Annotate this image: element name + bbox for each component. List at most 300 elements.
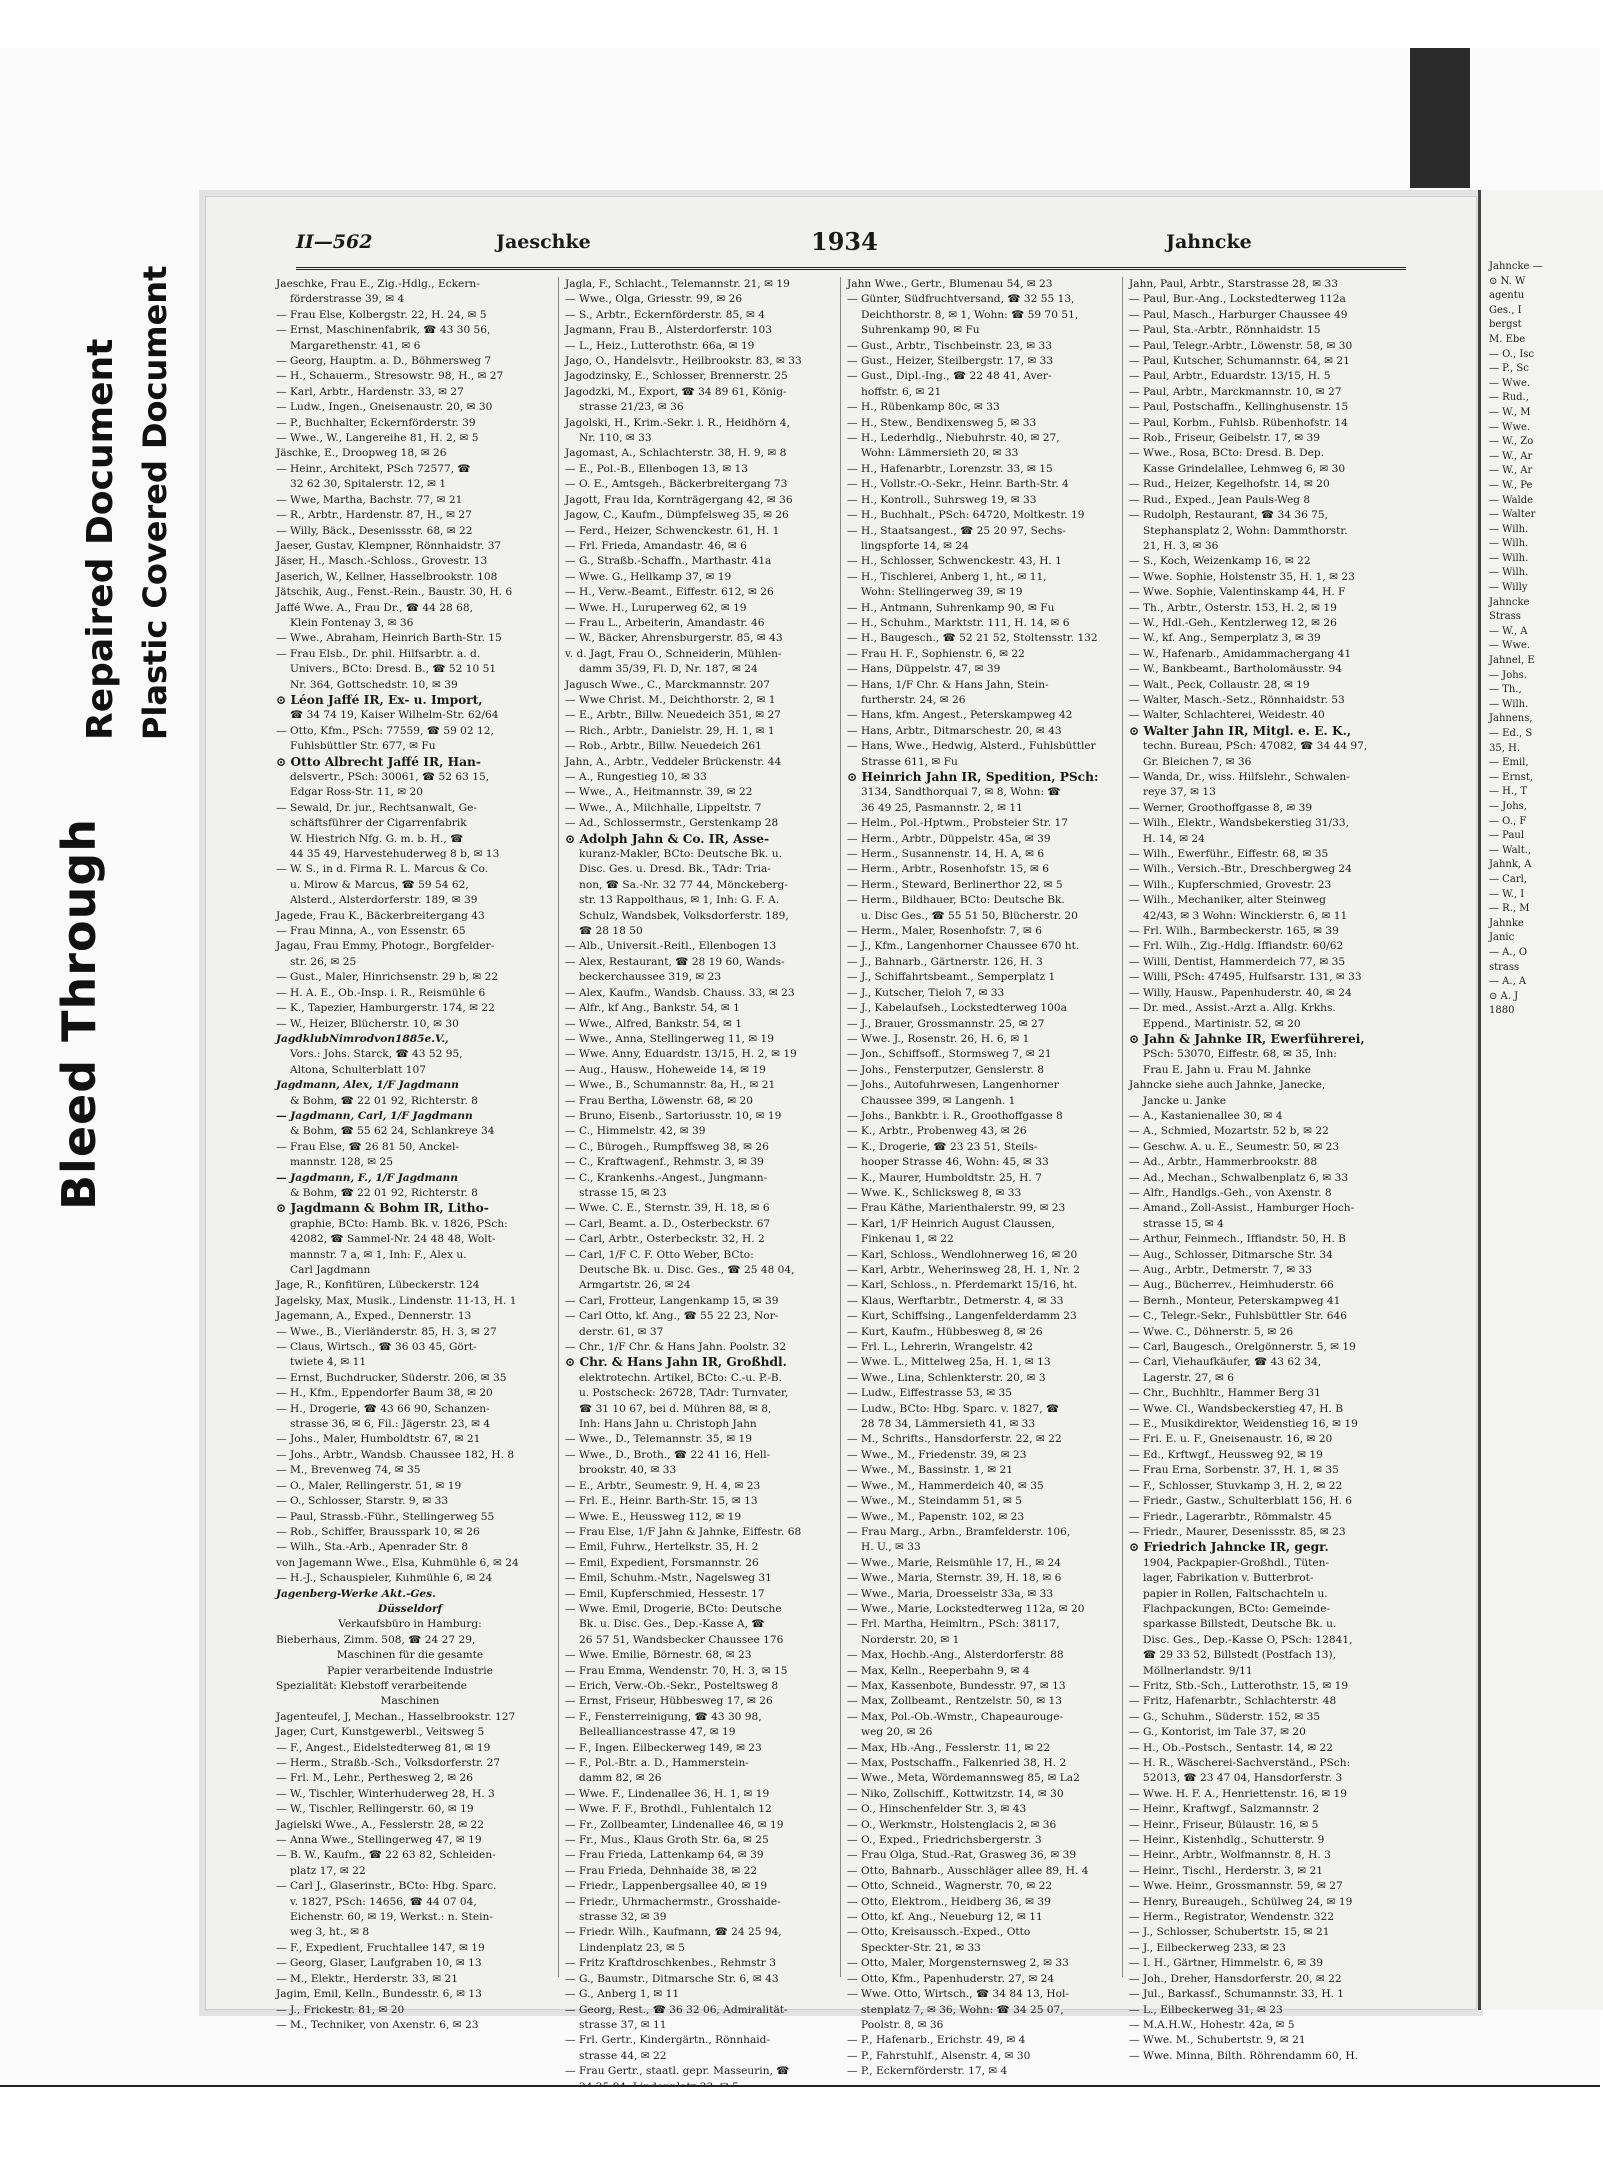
directory-entry: — Frau Gertr., staatl. gepr. Masseurin, ☎	[565, 2065, 790, 2078]
directory-entry: — Frau Else, Kolbergstr. 22, H. 24, ✉ 5	[276, 308, 487, 321]
directory-entry: brookstr. 40, ✉ 33	[579, 1464, 677, 1477]
directory-entry: — Herm., Steward, Berlinerthor 22, ✉ 5	[847, 878, 1063, 891]
directory-entry: — K., Arbtr., Probenweg 43, ✉ 26	[847, 1125, 1027, 1138]
directory-entry: — Frl. Wilh., Barmbeckerstr. 165, ✉ 39	[1129, 925, 1339, 938]
adjacent-entry-fragment: — Johs.	[1489, 669, 1527, 681]
directory-entry: mannstr. 128, ✉ 25	[290, 1156, 394, 1169]
directory-entry: — F., Expedient, Fruchtallee 147, ✉ 19	[276, 1941, 485, 1954]
directory-entry: — Ad., Schlossermstr., Gerstenkamp 28	[565, 817, 779, 830]
adjacent-entry-fragment: — R., M	[1489, 903, 1530, 915]
adjacent-entry-fragment: agentu	[1489, 290, 1525, 302]
adjacent-entry-fragment: — W., A	[1489, 625, 1528, 637]
directory-entry: — A., Rungestieg 10, ✉ 33	[565, 771, 707, 783]
directory-entry: — Emil, Fuhrw., Hertelkstr. 35, H. 2	[565, 1541, 759, 1554]
directory-entry: — E., Musikdirektor, Weidenstieg 16, ✉ 19	[1129, 1418, 1358, 1431]
directory-entry: — Fritz, Hafenarbtr., Schlachterstr. 48	[1129, 1695, 1337, 1708]
scanner-dark-strip	[1410, 48, 1470, 188]
directory-entry: — H., Kfm., Eppendorfer Baum 38, ✉ 20	[276, 1387, 493, 1400]
directory-entry: — Aug., Arbtr., Detmerstr. 7, ✉ 33	[1129, 1264, 1312, 1276]
directory-entry: — Frau L., Arbeiterin, Amandastr. 46	[565, 616, 765, 629]
directory-entry: Fuhlsbüttler Str. 677, ✉ Fu	[290, 740, 436, 753]
directory-entry: — H., Drogerie, ☎ 43 66 90, Schanzen-	[276, 1402, 490, 1415]
directory-entry: Jagodzinsky, E., Schlosser, Brennerstr. 25	[565, 370, 788, 383]
directory-entry: — E., Arbtr., Seumestr. 9, H. 4, ✉ 23	[565, 1479, 761, 1492]
label-bleed-through: Bleed Through	[52, 817, 106, 1210]
directory-entry: — C., Krankenhs.-Angest., Jungmann-	[565, 1171, 768, 1184]
directory-entry: Jagielski Wwe., A., Fesslerstr. 28, ✉ 22	[276, 1818, 484, 1831]
directory-entry: — Paul, Korbm., Fuhlsb. Rübenhofstr. 14	[1129, 416, 1348, 429]
directory-entry: Disc. Ges. u. Dresd. Bk., TAdr: Tria-	[579, 863, 771, 876]
directory-entry: — Otto, Elektrom., Heidberg 36, ✉ 39	[847, 1895, 1051, 1908]
directory-entry: schäftsführer der Cigarrenfabrik	[290, 817, 467, 830]
directory-entry: — Wwe., Rosa, BCto: Dresd. B. Dep.	[1129, 447, 1325, 460]
directory-entry: Jagow, C., Kaufm., Dümpfelsweg 35, ✉ 26	[565, 509, 789, 522]
directory-entry: Frau E. Jahn u. Frau M. Jahnke	[1143, 1063, 1311, 1076]
directory-entry: — J., Kabelaufseh., Lockstedterweg 100a	[847, 1002, 1067, 1015]
directory-entry: — Wwe. Emilie, Börnestr. 68, ✉ 23	[565, 1649, 752, 1662]
directory-entry: — Paul, Telegr.-Arbtr., Löwenstr. 58, ✉ 30	[1129, 339, 1353, 352]
directory-entry: — Fri. E. u. F., Gneisenaustr. 16, ✉ 20	[1129, 1433, 1333, 1446]
directory-entry: — Joh., Dreher, Hansdorferstr. 20, ✉ 22	[1129, 1972, 1342, 1985]
directory-entry: — Paul, Arbtr., Eduardstr. 13/15, H. 5	[1129, 370, 1331, 383]
directory-entry: — Wwe. Heinr., Grossmannstr. 59, ✉ 27	[1129, 1880, 1343, 1893]
directory-entry: — Wwe., D., Telemannstr. 35, ✉ 19	[565, 1433, 752, 1446]
firm-entry: ⊙ Jahn & Jahnke IR, Ewerführerei,	[1129, 1031, 1365, 1046]
adjacent-entry-fragment: — H., T	[1489, 786, 1528, 798]
directory-entry: — Chr., 1/F Chr. & Hans Jahn. Poolstr. 32	[565, 1341, 787, 1354]
directory-entry: — H., Baugesch., ☎ 52 21 52, Stoltensstr. 132	[847, 632, 1098, 645]
adjacent-entry-fragment: — Wilh.	[1489, 538, 1529, 550]
directory-entry: — Heinr., Friseur, Bülaustr. 16, ✉ 5	[1129, 1818, 1319, 1831]
directory-entry: — Johs., Arbtr., Wandsb. Chaussee 182, H. 8	[276, 1448, 515, 1461]
directory-entry: — Rudolph, Restaurant, ☎ 34 36 75,	[1129, 509, 1329, 522]
directory-entry: strasse 37, ✉ 11	[579, 2018, 667, 2031]
directory-entry: delsvertr., PSch: 30061, ☎ 52 63 15,	[290, 771, 490, 783]
directory-entry: — O., Maler, Rellingerstr. 51, ✉ 19	[276, 1479, 462, 1492]
directory-entry: — H., Tischlerei, Anberg 1, ht., ✉ 11,	[847, 570, 1047, 583]
directory-entry: Jaffé Wwe. A., Frau Dr., ☎ 44 28 68,	[276, 601, 473, 614]
directory-entry: — Wilh., Ewerführ., Eiffestr. 68, ✉ 35	[1129, 848, 1329, 861]
directory-entry: — Bernh., Monteur, Peterskampweg 41	[1129, 1294, 1341, 1307]
adjacent-entry-fragment: Jahncke	[1489, 596, 1530, 608]
directory-entry: Norderstr. 20, ✉ 1	[861, 1633, 960, 1646]
directory-entry: 3134, Sandthorquai 7, ✉ 8, Wohn: ☎	[861, 786, 1061, 799]
adjacent-entry-fragment: Jahnk, A	[1489, 859, 1532, 871]
directory-entry: — Herm., Arbtr., Düppelstr. 45a, ✉ 39	[847, 832, 1051, 845]
directory-entry: — A., Schmied, Mozartstr. 52 b, ✉ 22	[1129, 1125, 1329, 1138]
header-last-keyword: Jahncke	[1166, 231, 1252, 253]
directory-entry: platz 17, ✉ 22	[290, 1864, 366, 1877]
directory-entry: — E., Arbtr., Billw. Neuedeich 351, ✉ 27	[565, 709, 781, 722]
directory-entry: — J., Brauer, Grossmannstr. 25, ✉ 27	[847, 1017, 1045, 1030]
directory-entry: Bieberhaus, Zimm. 508, ☎ 24 27 29,	[276, 1633, 476, 1646]
directory-entry: förderstrasse 39, ✉ 4	[290, 293, 405, 306]
directory-entry: — Frau Frieda, Dehnhaide 38, ✉ 22	[565, 1864, 758, 1877]
adjacent-page-column	[1489, 260, 1601, 1960]
directory-entry: str. 26, ✉ 25	[290, 955, 357, 968]
directory-entry: — Karl, Arbtr., Hardenstr. 33, ✉ 27	[276, 385, 464, 398]
directory-entry: — Frau Minna, A., von Essenstr. 65	[276, 925, 466, 938]
directory-entry: — Wwe., Alfred, Bankstr. 54, ✉ 1	[565, 1017, 742, 1030]
directory-entry: Deichthorstr. 8, ✉ 1, Wohn: ☎ 59 70 51,	[861, 308, 1079, 321]
directory-entry: Margarethenstr. 41, ✉ 6	[290, 339, 421, 352]
directory-entry: strasse 44, ✉ 22	[579, 2049, 667, 2062]
directory-entry: — H., Stew., Bendixensweg 5, ✉ 33	[847, 416, 1037, 429]
directory-column-3	[840, 277, 1115, 2078]
directory-entry: — W., Bankbeamt., Bartholomäusstr. 94	[1129, 663, 1343, 676]
directory-entry: 42082, ☎ Sammel-Nr. 24 48 48, Wolt-	[290, 1233, 496, 1246]
directory-entry: — Otto, kf. Ang., Neueburg 12, ✉ 11	[847, 1911, 1043, 1924]
directory-entry: — Bruno, Eisenb., Sartoriusstr. 10, ✉ 19	[565, 1109, 782, 1122]
directory-entry: — Rud., Heizer, Kegelhofstr. 14, ✉ 20	[1129, 478, 1330, 491]
directory-entry: JagdklubNimrodvon1885e.V.,	[276, 1032, 449, 1045]
directory-entry: Jaeschke, Frau E., Zig.-Hdlg., Eckern-	[276, 278, 480, 290]
directory-entry: — H., Ob.-Postsch., Sentastr. 14, ✉ 22	[1129, 1741, 1333, 1754]
directory-entry: — Fritz, Stb.-Sch., Lutterothstr. 15, ✉ 19	[1129, 1679, 1349, 1692]
directory-entry: Carl Jagdmann	[290, 1264, 371, 1276]
directory-entry: Papier verarbeitende Industrie	[327, 1664, 493, 1677]
directory-entry: — Heinr., Tischl., Herderstr. 3, ✉ 21	[1129, 1864, 1324, 1877]
directory-entry: — Rob., Arbtr., Billw. Neuedeich 261	[565, 740, 762, 753]
directory-entry: — Heinr., Architekt, PSch 72577, ☎	[276, 462, 471, 475]
directory-entry: — Willy, Bäck., Desenissstr. 68, ✉ 22	[276, 524, 473, 537]
directory-entry: Kasse Grindelallee, Lehmweg 6, ✉ 30	[1143, 462, 1346, 475]
directory-entry: — Frau Erna, Sorbenstr. 37, H. 1, ✉ 35	[1129, 1464, 1339, 1477]
directory-entry: — Frau Käthe, Marienthalerstr. 99, ✉ 23	[847, 1202, 1066, 1215]
directory-entry: Jancke u. Janke	[1143, 1094, 1227, 1107]
directory-entry: Edgar Ross-Str. 11, ✉ 20	[290, 786, 423, 799]
directory-entry: — Paul, Sta.-Arbtr., Rönnhaidstr. 15	[1129, 324, 1321, 337]
directory-entry: — Wwe. M., Schubertstr. 9, ✉ 21	[1129, 2034, 1306, 2047]
directory-entry: — Rich., Arbtr., Danielstr. 29, H. 1, ✉ 1	[565, 724, 775, 737]
directory-entry: Jagusch Wwe., C., Marckmannstr. 207	[565, 678, 771, 691]
directory-entry: — Wwe., Maria, Sternstr. 39, H. 18, ✉ 6	[847, 1572, 1062, 1585]
directory-entry: Speckter-Str. 21, ✉ 33	[861, 1941, 981, 1954]
adjacent-entry-fragment: Jahnel, E	[1489, 655, 1535, 667]
firm-entry: ⊙ Friedrich Jahncke IR, gegr.	[1129, 1540, 1329, 1555]
directory-entry: — H., Verw.-Beamt., Eiffestr. 612, ✉ 26	[565, 586, 774, 599]
directory-entry: — H., Kontroll., Suhrsweg 19, ✉ 33	[847, 493, 1037, 506]
directory-entry: — Wwe. L., Mittelweg 25a, H. 1, ✉ 13	[847, 1356, 1051, 1369]
adjacent-entry-fragment: — Johs,	[1489, 800, 1527, 812]
directory-entry: — Willi, PSch: 47495, Hulfsarstr. 131, ✉ 33	[1129, 971, 1362, 984]
adjacent-entry-fragment: — Wwe.	[1489, 421, 1531, 433]
directory-entry: Jätschik, Aug., Fenst.-Rein., Baustr. 30, H. 6	[276, 586, 513, 599]
firm-entry: ⊙ Jagdmann & Bohm IR, Litho-	[276, 1201, 489, 1216]
directory-entry: 36 49 25, Pasmannstr. 2, ✉ 11	[861, 801, 1023, 814]
directory-entry: — Ferd., Heizer, Schwenckestr. 61, H. 1	[565, 524, 780, 537]
directory-entry: — Frl. Martha, Heimltrn., PSch: 38117,	[847, 1618, 1060, 1631]
directory-entry: Bellealliancestrasse 47, ✉ 19	[579, 1726, 736, 1739]
directory-page	[205, 196, 1477, 2078]
directory-entry: — Wwe. Cl., Wandsbeckerstieg 47, H. B	[1129, 1402, 1344, 1415]
directory-entry: — Werner, Groothoffgasse 8, ✉ 39	[1129, 801, 1313, 814]
directory-entry: — Wilh., Kupferschmied, Grovestr. 23	[1129, 878, 1332, 891]
directory-entry: — O., Exped., Friedrichsbergerstr. 3	[847, 1834, 1042, 1847]
directory-entry: Lindenplatz 23, ✉ 5	[579, 1941, 686, 1954]
directory-entry: — Otto, Kfm., PSch: 77559, ☎ 59 02 12,	[276, 724, 494, 737]
directory-entry: — Max, Pol.-Ob.-Wmstr., Chapeaurouge-	[847, 1710, 1064, 1723]
directory-column-2	[558, 277, 833, 2078]
directory-entry: — L., Heiz., Lutterothstr. 66a, ✉ 19	[565, 339, 755, 352]
directory-entry: — H., Schlosser, Schwenckestr. 43, H. 1	[847, 555, 1062, 568]
directory-entry: — E., Pol.-B., Ellenbogen 13, ✉ 13	[565, 462, 749, 475]
directory-entry: — Ludw., Eiffestrasse 53, ✉ 35	[847, 1387, 1012, 1400]
directory-entry: Suhrenkamp 90, ✉ Fu	[861, 324, 980, 337]
directory-entry: Spezialität: Klebstoff verarbeitende	[276, 1679, 467, 1692]
directory-entry: — Rob., Friseur, Geibelstr. 17, ✉ 39	[1129, 432, 1320, 445]
directory-entry: — Alb., Universit.-Reitl., Ellenbogen 13	[565, 940, 777, 953]
directory-entry: sparkasse Billstedt, Deutsche Bk. u.	[1143, 1618, 1337, 1631]
directory-entry: — Karl, 1/F Heinrich August Claussen,	[847, 1217, 1055, 1230]
directory-entry: — W., Heizer, Blücherstr. 10, ✉ 30	[276, 1017, 459, 1030]
directory-entry: — W., Tischler, Rellingerstr. 60, ✉ 19	[276, 1803, 474, 1816]
directory-entry: — P., Fahrstuhlf., Alsenstr. 4, ✉ 30	[847, 2049, 1031, 2062]
adjacent-entry-fragment: 35, H.	[1489, 742, 1520, 754]
directory-entry: u. Mirow & Marcus, ☎ 59 54 62,	[290, 878, 469, 891]
directory-entry: — Aug., Hausw., Hoheweide 14, ✉ 19	[565, 1063, 766, 1076]
directory-entry: Jager, Curt, Kunstgewerbl., Veitsweg 5	[276, 1726, 485, 1739]
directory-entry: — F., Angest., Eidelstedterweg 81, ✉ 19	[276, 1741, 491, 1754]
directory-entry: — H., Staatsangest., ☎ 25 20 97, Sechs-	[847, 524, 1066, 537]
directory-entry: — Willy, Hausw., Papenhuderstr. 40, ✉ 24	[1129, 986, 1352, 999]
directory-entry: — Frau H. F., Sophienstr. 6, ✉ 22	[847, 647, 1025, 660]
directory-entry: Jagolski, H., Krim.-Sekr. i. R., Heidhörn 4,	[565, 416, 790, 429]
directory-entry: Flachpackungen, BCto: Gemeinde-	[1143, 1602, 1331, 1615]
directory-entry: — Carl, Beamt. a. D., Osterbeckstr. 67	[565, 1217, 771, 1230]
directory-entry: Jagau, Frau Emmy, Photogr., Borgfelder-	[276, 940, 495, 953]
directory-entry: — Heinr., Kistenhdlg., Schutterstr. 9	[1129, 1834, 1325, 1847]
directory-entry: — Wwe., Olga, Griesstr. 99, ✉ 26	[565, 293, 743, 306]
directory-entry: Jahn Wwe., Gertr., Blumenau 54, ✉ 23	[847, 278, 1053, 290]
directory-entry: strasse 36, ✉ 6, Fil.: Jägerstr. 23, ✉ 4	[290, 1418, 491, 1431]
directory-entry: — Kurt, Kaufm., Hübbesweg 8, ✉ 26	[847, 1325, 1043, 1338]
directory-entry: Jahn, A., Arbtr., Veddeler Brückenstr. 44	[565, 755, 782, 768]
directory-entry: — M., Brevenweg 74, ✉ 35	[276, 1464, 421, 1477]
directory-entry: Jagmann, Frau B., Alsterdorferstr. 103	[565, 324, 772, 337]
directory-entry: — Sewald, Dr. jur., Rechtsanwalt, Ge-	[276, 801, 477, 814]
directory-entry: — K., Drogerie, ☎ 23 23 51, Steils-	[847, 1140, 1038, 1153]
directory-entry: W. Hiestrich Nfg. G. m. b. H., ☎	[290, 832, 464, 845]
directory-entry: — Wwe. Sophie, Holstenstr 35, H. 1, ✉ 23	[1129, 570, 1355, 583]
adjacent-entry-fragment: — Ed., S	[1489, 728, 1533, 739]
directory-entry: — Frl. Wilh., Zig.-Hdlg. Iffiandstr. 60/62	[1129, 940, 1344, 953]
adjacent-entry-fragment: — Walde	[1489, 494, 1534, 506]
directory-entry: — J., Schiffahrtsbeamt., Semperplatz 1	[847, 971, 1056, 984]
directory-entry: — Herm., Susannenstr. 14, H. A, ✉ 6	[847, 848, 1045, 861]
directory-entry: — Wwe. Emil, Drogerie, BCto: Deutsche	[565, 1602, 782, 1615]
scanner-margin-bottom	[0, 2085, 1600, 2179]
directory-entry: Jagodzki, M., Export, ☎ 34 89 61, König-	[565, 385, 787, 398]
adjacent-entry-fragment: — Th.,	[1489, 684, 1522, 696]
directory-entry: twiete 4, ✉ 11	[290, 1356, 367, 1369]
directory-entry: — Friedr., Gastw., Schulterblatt 156, H. 6	[1129, 1495, 1353, 1508]
directory-entry: — Frl. L., Lehrerin, Wrangelstr. 42	[847, 1341, 1033, 1354]
adjacent-entry-fragment: Ges., I	[1489, 304, 1522, 316]
directory-entry: — Herm., Straßb.-Sch., Volksdorferstr. 27	[276, 1757, 501, 1769]
directory-entry: — Hans, Wwe., Hedwig, Alsterd., Fuhlsbüttler	[847, 740, 1096, 753]
directory-entry: — H.-J., Schauspieler, Kuhmühle 6, ✉ 24	[276, 1572, 493, 1585]
directory-entry: — Claus, Wirtsch., ☎ 36 03 45, Gört-	[276, 1341, 477, 1354]
directory-entry: — Walt., Peck, Collaustr. 28, ✉ 19	[1129, 678, 1310, 691]
directory-entry: — Max, Kassenbote, Bundesstr. 97, ✉ 13	[847, 1679, 1066, 1692]
adjacent-entry-fragment: Jahncke —	[1489, 261, 1543, 272]
directory-entry: — I. H., Gärtner, Himmelstr. 6, ✉ 39	[1129, 1957, 1323, 1970]
directory-entry: — H., Schauerm., Stresowstr. 98, H., ✉ 27	[276, 370, 504, 383]
directory-entry: Strasse 611, ✉ Fu	[861, 755, 958, 768]
directory-entry: — Max, Hochb.-Ang., Alsterdorferstr. 88	[847, 1649, 1064, 1662]
directory-entry: — J., Frickestr. 81, ✉ 20	[276, 2003, 405, 2016]
directory-entry: Lagerstr. 27, ✉ 6	[1143, 1371, 1234, 1384]
directory-entry: str. 13 Rappolthaus, ✉ 1, Inh: G. F. A.	[579, 894, 780, 907]
directory-entry: — Max, Kelln., Reeperbahn 9, ✉ 4	[847, 1664, 1030, 1677]
directory-entry: — P., Eckernförderstr. 17, ✉ 4	[847, 2065, 1008, 2078]
directory-entry: Verkaufsbüro in Hamburg:	[338, 1618, 482, 1631]
directory-entry: — H., Hafenarbtr., Lorenzstr. 33, ✉ 15	[847, 462, 1053, 475]
directory-entry: v. 1827, PSch: 14656, ☎ 44 07 04,	[290, 1895, 477, 1908]
directory-entry: Jagede, Frau K., Bäckerbreitergang 43	[276, 909, 485, 922]
directory-entry: — Wwe., D., Broth., ☎ 22 41 16, Hell-	[565, 1448, 771, 1461]
directory-entry: — Wwe., Marie, Lockstedterweg 112a, ✉ 20	[847, 1602, 1085, 1615]
directory-entry: — C., Himmelstr. 42, ✉ 39	[565, 1125, 706, 1138]
directory-entry: — Wwe., A., Heitmannstr. 39, ✉ 22	[565, 786, 753, 799]
directory-entry: — Wwe. Minna, Bilth. Röhrendamm 60, H.	[1129, 2049, 1358, 2062]
directory-entry: — Paul, Arbtr., Marckmannstr. 10, ✉ 27	[1129, 385, 1342, 398]
directory-entry: — Georg, Rest., ☎ 36 32 06, Admiralität-	[565, 2003, 788, 2016]
directory-entry: damm 35/39, Fl. D, Nr. 187, ✉ 24	[579, 663, 758, 676]
adjacent-entry-fragment: bergst	[1489, 319, 1522, 331]
directory-entry: — Wwe. F. F., Brothdl., Fuhlentalch 12	[565, 1803, 772, 1816]
directory-entry: — M., Techniker, von Axenstr. 6, ✉ 23	[276, 2018, 479, 2031]
directory-entry: — W., Tischler, Winterhuderweg 28, H. 3	[276, 1787, 495, 1800]
directory-entry: — H., Vollstr.-O.-Sekr., Heinr. Barth-Str. 4	[847, 478, 1069, 491]
adjacent-entry-fragment: — W., Zo	[1489, 436, 1534, 448]
directory-entry: — H., Rübenkamp 80c, ✉ 33	[847, 401, 1000, 414]
directory-entry: — Wwe., B., Vierländerstr. 85, H. 3, ✉ 27	[276, 1325, 497, 1338]
directory-entry: — O., Werkmstr., Holstenglacis 2, ✉ 36	[847, 1818, 1057, 1831]
directory-entry: — Frau Olga, Stud.-Rat, Grasweg 36, ✉ 39	[847, 1849, 1077, 1862]
directory-entry: u. Postscheck: 26728, TAdr: Turnvater,	[579, 1387, 789, 1400]
directory-entry: Vors.: Johs. Starck, ☎ 43 52 95,	[290, 1048, 463, 1061]
adjacent-entry-fragment: Jahnke	[1489, 917, 1524, 929]
directory-entry: — Wilh., Mechaniker, alter Steinweg	[1129, 894, 1326, 907]
firm-entry: ⊙ Chr. & Hans Jahn IR, Großhdl.	[565, 1355, 787, 1370]
directory-entry: lingspforte 14, ✉ 24	[861, 539, 969, 552]
directory-entry: kuranz-Makler, BCto: Deutsche Bk. u.	[579, 848, 782, 861]
directory-entry: — O. E., Amtsgeh., Bäckerbreitergang 73	[565, 478, 788, 491]
directory-entry: — Wwe. Sophie, Valentinskamp 44, H. F	[1129, 586, 1346, 599]
directory-entry: — Frl. Gertr., Kindergärtn., Rönnhaid-	[565, 2034, 771, 2047]
directory-entry: — Paul, Postschaffn., Kellinghusenstr. 15	[1129, 401, 1349, 414]
directory-entry: graphie, BCto: Hamb. Bk. v. 1826, PSch:	[290, 1217, 508, 1230]
directory-entry: — Wwe., Abraham, Heinrich Barth-Str. 15	[276, 632, 502, 645]
adjacent-entry-fragment: — A., O	[1489, 946, 1528, 958]
directory-entry: — Wwe. E., Heussweg 112, ✉ 19	[565, 1510, 742, 1523]
directory-entry: — Friedr. Wilh., Kaufmann, ☎ 24 25 94,	[565, 1926, 782, 1939]
directory-entry: — Johs., Fensterputzer, Genslerstr. 8	[847, 1063, 1044, 1076]
directory-entry: — Johs., Autofuhrwesen, Langenhorner	[847, 1079, 1059, 1092]
directory-entry: strasse 32, ✉ 39	[579, 1911, 667, 1924]
directory-entry: Jäschke, E., Droopweg 18, ✉ 26	[276, 447, 447, 460]
scanner-margin-top	[0, 0, 1600, 48]
directory-entry: — O., Hinschenfelder Str. 3, ✉ 43	[847, 1803, 1027, 1816]
adjacent-entry-fragment: Jahnens,	[1489, 713, 1533, 725]
directory-entry: — K., Tapezier, Hamburgerstr. 174, ✉ 22	[276, 1002, 495, 1015]
directory-entry: — H., Buchhalt., PSch: 64720, Moltkestr. 19	[847, 509, 1085, 522]
directory-entry: — Alfr., Handlgs.-Geh., von Axenstr. 8	[1129, 1186, 1332, 1199]
adjacent-entry-fragment: — W., I	[1489, 888, 1525, 900]
directory-entry: — Wwe., Maria, Droesselstr 33a, ✉ 33	[847, 1587, 1054, 1600]
directory-entry: — P., Hafenarb., Erichstr. 49, ✉ 4	[847, 2034, 1026, 2047]
directory-entry: — Heinr., Kraftwgf., Salzmannstr. 2	[1129, 1803, 1320, 1816]
directory-column-4	[1122, 277, 1397, 2062]
directory-entry: Jagomast, A., Schlachterstr. 38, H. 9, ✉ 8	[565, 447, 787, 460]
adjacent-entry-fragment: Janic	[1489, 932, 1515, 944]
directory-entry: — Gust., Arbtr., Tischbeinstr. 23, ✉ 33	[847, 339, 1052, 352]
directory-entry: Chaussee 399, ✉ Langenh. 1	[861, 1094, 1016, 1107]
directory-entry: — Carl Otto, kf. Ang., ☎ 55 22 23, Nor-	[565, 1310, 779, 1323]
directory-entry: — Carl, Baugesch., Orelgönnerstr. 5, ✉ 19	[1129, 1341, 1356, 1354]
directory-entry: papier in Rollen, Faltschachteln u.	[1143, 1587, 1328, 1600]
directory-columns	[276, 277, 1406, 2078]
directory-entry: — Aug., Bücherrev., Heimhuderstr. 66	[1129, 1279, 1334, 1292]
adjacent-entry-fragment: — Willy	[1489, 582, 1528, 594]
directory-entry: u. Disc Ges., ☎ 55 51 50, Blücherstr. 20	[861, 909, 1078, 922]
directory-entry: Düsseldorf	[377, 1602, 443, 1615]
directory-entry: — Frau Bertha, Löwenstr. 68, ✉ 20	[565, 1094, 753, 1107]
directory-entry: Jaserich, W., Kellner, Hasselbrookstr. 108	[276, 570, 498, 583]
directory-entry: — Frl. M., Lehr., Perthesweg 2, ✉ 26	[276, 1772, 474, 1785]
directory-entry: — Emil, Expedient, Forsmannstr. 26	[565, 1556, 759, 1569]
directory-entry: — Paul, Kutscher, Schumannstr. 64, ✉ 21	[1129, 355, 1350, 368]
directory-entry: Poolstr. 8, ✉ 36	[861, 2018, 944, 2031]
directory-entry: — Walter, Masch.-Setz., Rönnhaidstr. 53	[1129, 693, 1345, 706]
adjacent-entry-fragment: — O., Isc	[1489, 348, 1535, 360]
directory-entry: — H., Antmann, Suhrenkamp 90, ✉ Fu	[847, 601, 1055, 614]
directory-entry: — Wwe., M., Papenstr. 102, ✉ 23	[847, 1510, 1025, 1523]
directory-entry: — Jon., Schiffsoff., Stormsweg 7, ✉ 21	[847, 1048, 1052, 1061]
directory-entry: reye 37, ✉ 13	[1143, 786, 1216, 799]
directory-entry: — M., Elektr., Herderstr. 33, ✉ 21	[276, 1972, 458, 1985]
directory-entry: Gr. Bleichen 7, ✉ 36	[1143, 755, 1252, 768]
directory-entry: Jagelsky, Max, Musik., Lindenstr. 11-13, H. 1	[276, 1294, 517, 1307]
directory-entry: — Karl, Schloss., n. Pferdemarkt 15/16, ht.	[847, 1279, 1078, 1292]
directory-entry: Bk. u. Disc. Ges., Dep.-Kasse A, ☎	[579, 1618, 765, 1631]
directory-entry: — Carl, Viehaufkäufer, ☎ 43 62 34,	[1129, 1356, 1322, 1369]
directory-entry: — Max, Postschaffn., Falkenried 38, H. 2	[847, 1757, 1067, 1769]
directory-entry: — Rud., Exped., Jean Pauls-Weg 8	[1129, 493, 1311, 506]
adjacent-entry-fragment: M. Ebe	[1489, 333, 1526, 345]
directory-entry: — Ed., Krftwgf., Heussweg 92, ✉ 19	[1129, 1448, 1323, 1461]
directory-entry: — Wwe., M., Hammerdeich 40, ✉ 35	[847, 1479, 1044, 1492]
directory-entry: 42/43, ✉ 3 Wohn: Winckierstr. 6, ✉ 11	[1143, 909, 1348, 922]
directory-entry: — Wwe. Otto, Wirtsch., ☎ 34 84 13, Hol-	[847, 1988, 1069, 2001]
directory-entry: — F., Pol.-Btr. a. D., Hammerstein-	[565, 1757, 749, 1769]
directory-entry: — L., Eilbeckerweg 31, ✉ 23	[1129, 2003, 1283, 2016]
directory-entry: — Fr., Mus., Klaus Groth Str. 6a, ✉ 25	[565, 1834, 769, 1847]
directory-entry: Disc. Ges., Dep.-Kasse O, PSch: 12841,	[1143, 1633, 1353, 1646]
directory-entry: — J., Eilbeckerweg 233, ✉ 23	[1129, 1941, 1286, 1954]
directory-entry: — Frl. Frieda, Amandastr. 46, ✉ 6	[565, 539, 747, 552]
directory-entry: — Otto, Maler, Morgensternsweg 2, ✉ 33	[847, 1957, 1069, 1970]
directory-entry: — Georg, Glaser, Laufgraben 10, ✉ 13	[276, 1957, 482, 1970]
firm-entry: ⊙ Heinrich Jahn IR, Spedition, PSch:	[847, 770, 1099, 784]
directory-entry: H. U., ✉ 33	[861, 1541, 921, 1554]
label-plastic-covered: Plastic Covered Document	[136, 265, 174, 740]
directory-entry: — W., kf. Ang., Semperplatz 3, ✉ 39	[1129, 632, 1321, 645]
directory-entry: — Wwe Christ. M., Deichthorstr. 2, ✉ 1	[565, 693, 776, 706]
directory-entry: PSch: 53070, Eiffestr. 68, ✉ 35, Inh:	[1143, 1048, 1337, 1061]
